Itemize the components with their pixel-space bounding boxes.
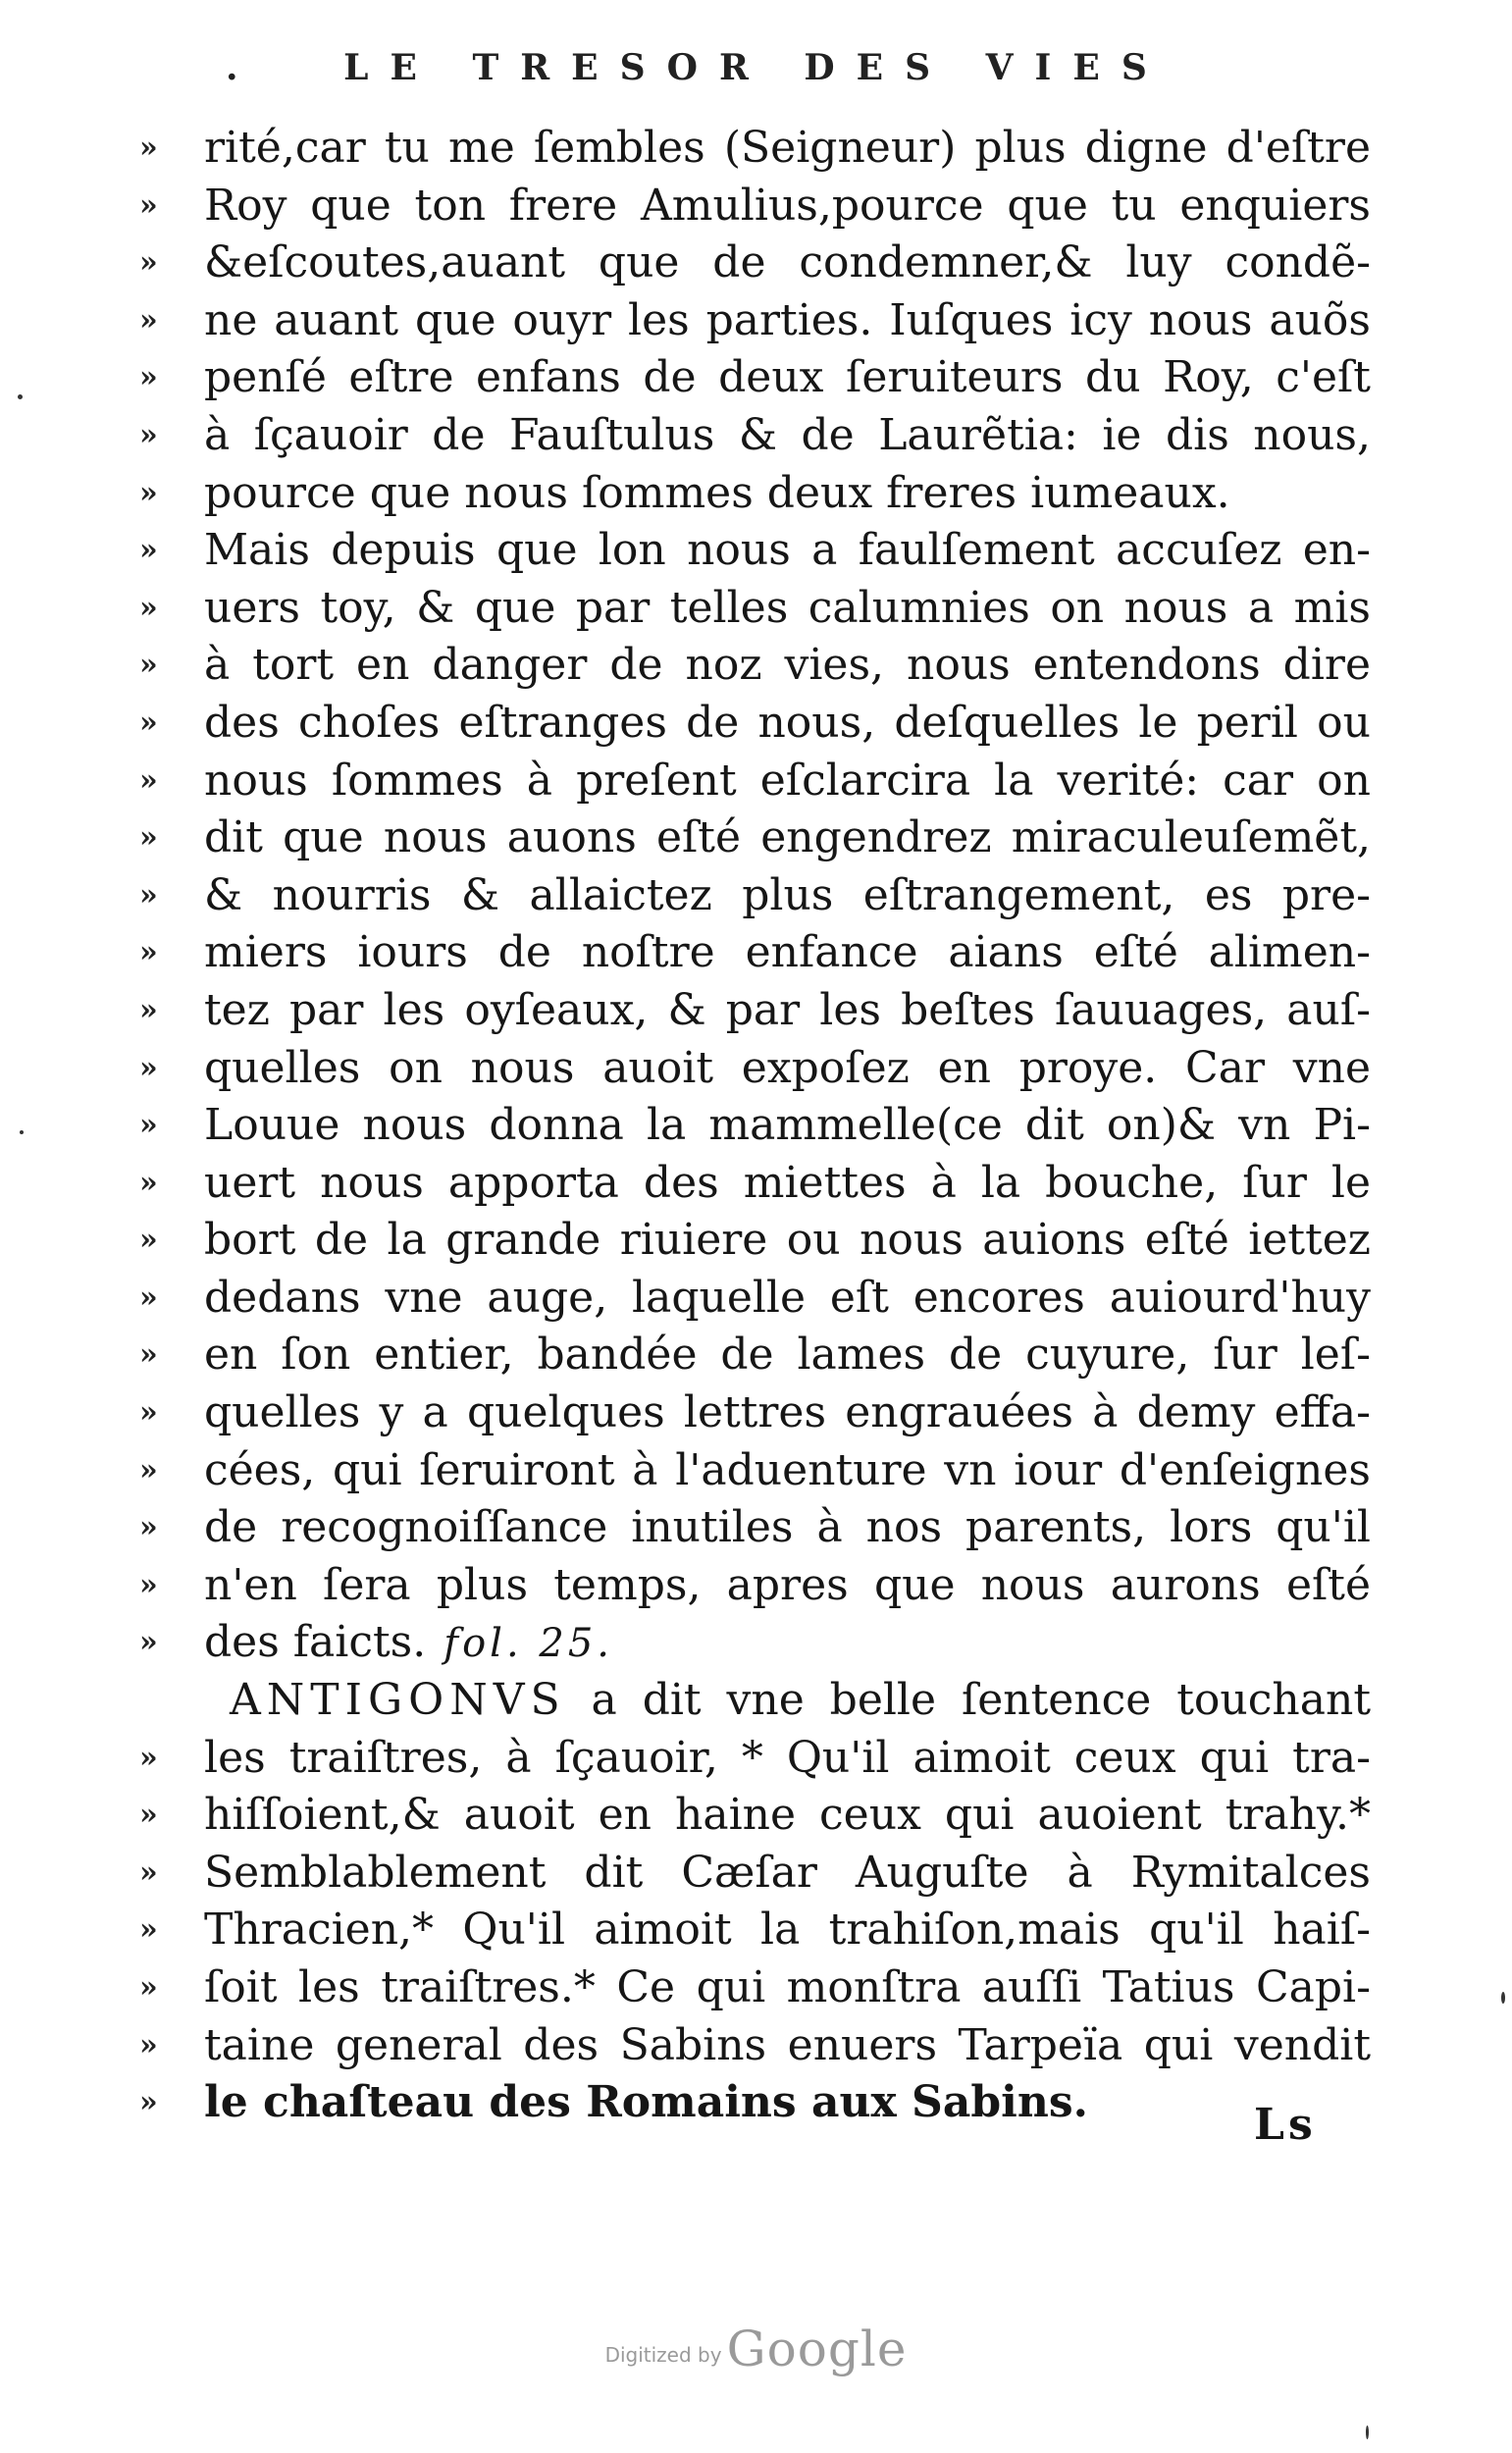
header-mark: . [226,47,238,88]
text-line: » le chaſteau des Romains aux Sabins. [139,2074,1371,2132]
quote-mark: » [139,762,158,798]
text-line: » miers iours de noſtre enfance aians eſté alimen- [139,924,1371,982]
scan-speck [18,394,23,399]
text-line: » Mais depuis que lon nous a faulſement accuſez en- [139,522,1371,580]
text-line: » à ſçauoir de Fauſtulus & de Laurẽtia: ie dis nous, [139,407,1371,465]
text-line: » tez par les oyſeaux, & par les beſtes ſauuages, auſ- [139,982,1371,1040]
quote-mark: » [139,2027,158,2062]
digitized-watermark [0,2321,1512,2377]
quote-mark: » [139,935,158,970]
running-head [0,47,1512,88]
text-block [139,120,1371,2132]
quote-mark: » [139,1108,158,1143]
text-line: » nous ſommes à preſent eſclarcira la verité: car on [139,753,1371,810]
quote-mark: » [139,475,158,510]
quote-mark: » [139,877,158,913]
google-logo: Google [726,2321,908,2377]
text-line: » uert nous apporta des miettes à la bouche, ſur le [139,1155,1371,1213]
quote-mark: » [139,1337,158,1373]
quote-mark: » [139,992,158,1027]
text-line: » Thracien,* Qu'il aimoit la trahiſon,mais qu'il haiſ- [139,1902,1371,1959]
text-line: » cées, qui ſeruiront à l'aduenture vn iour d'enſeignes [139,1442,1371,1500]
quote-mark: » [139,187,158,223]
quote-mark: » [139,1050,158,1085]
catchword: Ls [1254,2100,1317,2150]
quote-mark: » [139,360,158,395]
quote-mark: » [139,1395,158,1431]
quote-mark: » [139,1798,158,1833]
quote-mark: » [139,1740,158,1775]
quote-mark: » [139,130,158,165]
text-line: » &eſcoutes,auant que de condemner,& luy condẽ- [139,235,1371,292]
text-line: » penſé eſtre enfans de deux ſeruiteurs du Roy, c'eſt [139,349,1371,407]
running-title: LE TRESOR DES VIES [343,47,1169,88]
text-line: » Louue nous donna la mammelle(ce dit on)& vn Pi- [139,1097,1371,1155]
scan-speck [20,1130,24,1134]
quote-mark: » [139,533,158,568]
text-line: » ne auant que ouyr les parties. Iuſques icy nous auõs [139,292,1371,350]
antigonus-word: ANTIGONVS [230,1675,566,1726]
text-line: » bort de la grande riuiere ou nous auions eſté iettez [139,1212,1371,1270]
text-line: » quelles on nous auoit expoſez en proye. Car vne [139,1040,1371,1098]
text-line: » taine general des Sabins enuers Tarpeïa qui vendit [139,2017,1371,2075]
scan-speck [1366,2426,1369,2439]
watermark-prefix: Digitized by [604,2343,722,2367]
text-line: » ſoit les traiſtres.* Ce qui monſtra auſſi Tatius Capi- [139,1959,1371,2017]
text-line: » Roy que ton frere Amulius,pource que tu enquiers [139,178,1371,235]
text-line: » pource que nous ſommes deux freres iumeaux. [139,465,1371,523]
paragraph-opening-line: ANTIGONVS a dit vne belle ſentence touchant [230,1675,1371,1726]
text-line: » en ſon entier, bandée de lames de cuyure, ſur leſ- [139,1327,1371,1384]
text-line: » des choſes eſtranges de nous, deſquelles le peril ou [139,695,1371,753]
quote-mark: » [139,1625,158,1660]
text-line: » à tort en danger de noz vies, nous entendons dire [139,637,1371,695]
quote-mark: » [139,1223,158,1258]
text-line: » & nourris & allaictez plus eſtrangement, es pre- [139,867,1371,925]
quote-mark: » [139,1510,158,1545]
quote-mark: » [139,2085,158,2120]
text-line: » uers toy, & que par telles calumnies on nous a mis [139,580,1371,638]
quote-mark: » [139,1854,158,1890]
quote-mark: » [139,648,158,683]
quote-mark: » [139,302,158,338]
quote-mark: » [139,1165,158,1200]
text-line: » les traiſtres, à ſçauoir, * Qu'il aimoit ceux qui tra- [139,1730,1371,1788]
text-line: » hiſſoient,& auoit en haine ceux qui auoient trahy.* [139,1787,1371,1845]
quote-mark: » [139,245,158,281]
quote-mark: » [139,417,158,452]
text-line: » rité,car tu me ſembles (Seigneur) plus digne d'eſtre [139,120,1371,178]
quote-mark: » [139,1452,158,1487]
scan-speck [1501,1992,1505,2004]
text-line: » n'en ſera plus temps, apres que nous aurons eſté [139,1557,1371,1615]
quote-mark: » [139,820,158,856]
text-line: » quelles y a quelques lettres engrauées à demy effa- [139,1384,1371,1442]
text-line: » dedans vne auge, laquelle eſt encores auiourd'huy [139,1270,1371,1328]
margin-note: fol. 25. [443,1621,613,1667]
quote-mark: » [139,1279,158,1315]
text-line: » dit que nous auons eſté engendrez miraculeuſemẽt, [139,809,1371,867]
text-line: » Semblablement dit Cæſar Auguſte à Rymitalces [139,1845,1371,1903]
quote-mark: » [139,1567,158,1602]
text-line: » de recognoiſſance inutiles à nos parents, lors qu'il [139,1499,1371,1557]
quote-mark: » [139,590,158,625]
quote-mark: » [139,705,158,740]
quote-mark: » [139,1912,158,1948]
text-line: » des faicts. fol. 25. [139,1614,1371,1672]
quote-mark: » [139,1970,158,2005]
